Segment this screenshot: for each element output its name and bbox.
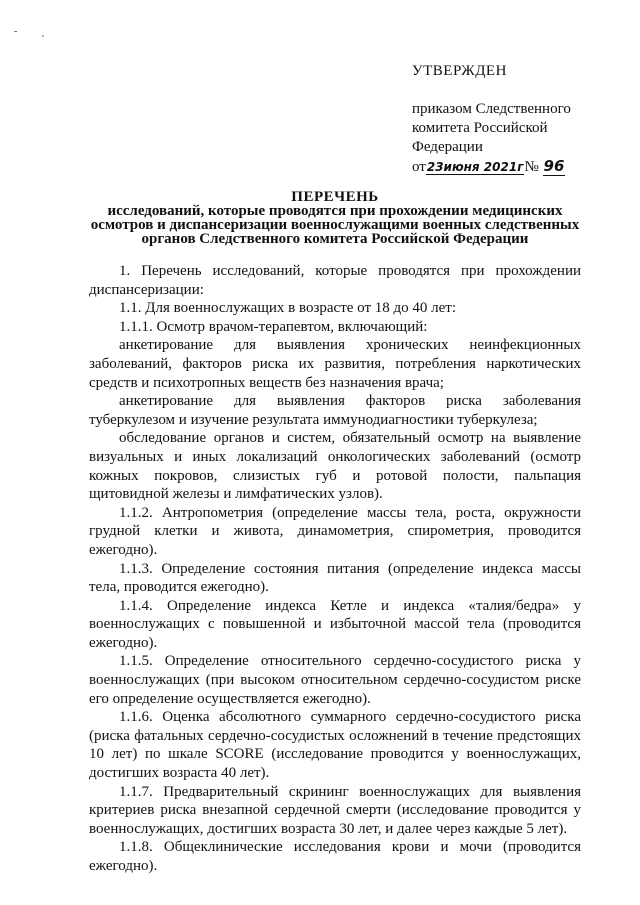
- paragraph: 1.1. Для военнослужащих в возрасте от 18 до 40 лет:: [119, 300, 457, 317]
- scan-mark: -: [14, 26, 18, 37]
- paragraph: анкетирование для выявления факторов риска заболевания туберкулезом и изучение результата иммунодиагностики туберкулеза;: [89, 393, 581, 428]
- approval-line: приказом Следственного: [412, 101, 571, 117]
- paragraph: 1.1.4. Определение индекса Кетле и индекса «талия/бедра» у военнослужащих с повышенной и избыточной массой тела (проводится ежегодно).: [89, 597, 581, 651]
- paragraph: 1.1.2. Антропометрия (определение массы тела, роста, окружности грудной клетки и живота, динамометрия, спирометрия, проводится ежегодно).: [89, 504, 581, 558]
- scan-mark: ': [42, 34, 44, 45]
- paragraph: 1. Перечень исследований, которые проводятся при прохождении диспансеризации:: [89, 263, 581, 298]
- paragraph: 1.1.7. Предварительный скрининг военнослужащих для выявления критериев риска внезапной сердечной смерти (исследование проводится у военнослужащих, достигших возраста 30 лет, и далее через каждые 5 лет).: [89, 783, 581, 837]
- document-body: [89, 262, 581, 876]
- paragraph: 1.1.5. Определение относительного сердечно-сосудистого риска у военнослужащих (при высоком относительном сердечно-сосудистом риске его определение осуществляется ежегодно).: [89, 653, 581, 707]
- approval-date-line: [412, 157, 612, 177]
- title-subtitle-line: органов Следственного комитета Российской Федерации: [141, 231, 529, 247]
- title-subtitle-line: осмотров и диспансеризации военнослужащими военных следственных: [90, 217, 580, 233]
- approval-stamp-block: [412, 62, 612, 177]
- approval-line: комитета Российской: [412, 120, 548, 136]
- paragraph: 1.1.8. Общеклинические исследования крови и мочи (проводится ежегодно).: [89, 839, 581, 874]
- approval-line: Федерации: [412, 139, 483, 155]
- document-title: [85, 190, 585, 246]
- paragraph: 1.1.1. Осмотр врачом-терапевтом, включающий:: [119, 318, 428, 335]
- number-sign: №: [524, 159, 539, 175]
- handwritten-date: 23июня 2021г: [426, 160, 524, 174]
- paragraph: 1.1.3. Определение состояния питания (определение индекса массы тела, проводится ежегодно).: [89, 560, 581, 596]
- paragraph: обследование органов и систем, обязательный осмотр на выявление визуальных и иных локализаций онкологических заболеваний (осмотр кожных покровов, слизистых губ и ротовой полости, пальпация щитовидной железы и лимфатических узлов).: [89, 430, 581, 503]
- approved-label: УТВЕРЖДЕН: [412, 63, 507, 79]
- title-subtitle-line: исследований, которые проводятся при прохождении медицинских: [107, 203, 563, 219]
- title-heading: ПЕРЕЧЕНЬ: [291, 189, 379, 205]
- paragraph: 1.1.6. Оценка абсолютного суммарного сердечно-сосудистого риска (риска фатальных сердечно-сосудистых осложнений в течение предстоящих 10 лет) по шкале SCORE (исследование проводится у военнослужащих, достигших возраста 40 лет).: [89, 709, 581, 782]
- paragraph: анкетирование для выявления хронических неинфекционных заболеваний, факторов риска их развития, потребления наркотических средств и психотропных веществ без назначения врача;: [89, 337, 581, 391]
- date-prefix: от: [412, 159, 426, 175]
- handwritten-order-number: 96: [543, 157, 565, 175]
